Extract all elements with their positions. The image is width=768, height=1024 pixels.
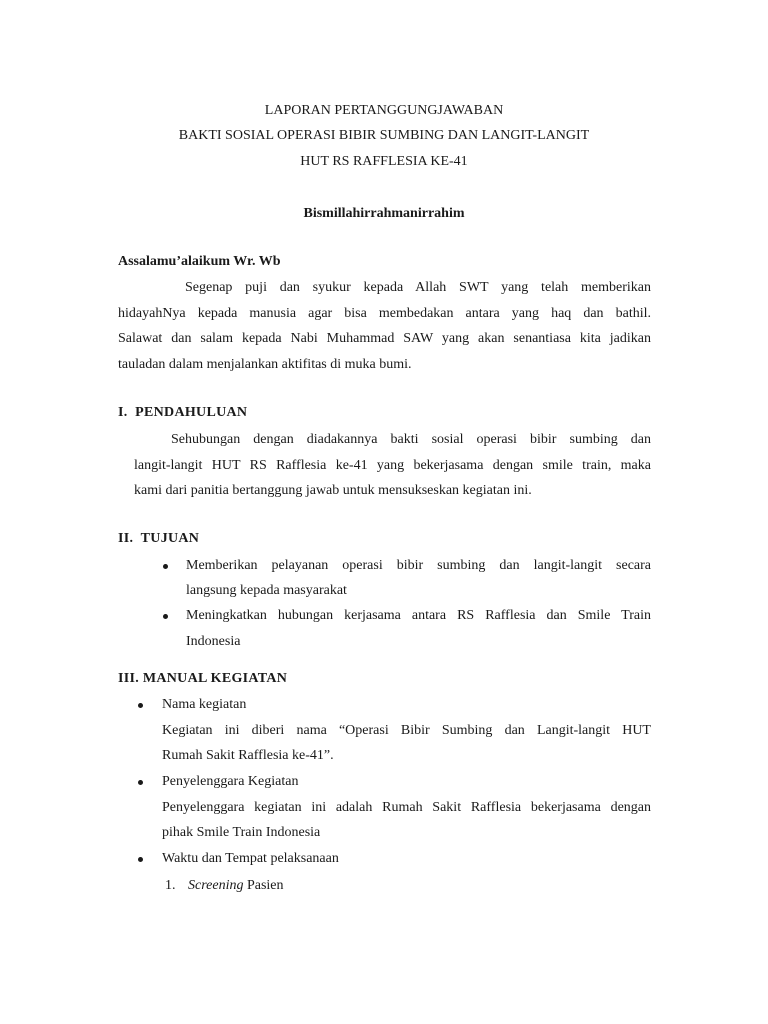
bullet-icon xyxy=(163,564,168,569)
goal-1-line-2: langsung kepada masyarakat xyxy=(186,583,347,598)
sub-item-1-text xyxy=(188,877,284,895)
bullet-icon xyxy=(163,614,168,619)
opening-line-1: Segenap puji dan syukur kepada Allah SWT yang telah memberikan xyxy=(185,280,651,295)
bullet-icon xyxy=(138,857,143,862)
sub-item-1-italic: Screening xyxy=(188,878,244,893)
section-2-heading: II. TUJUAN xyxy=(118,531,200,546)
goal-1-line-1: Memberikan pelayanan operasi bibir sumbing dan langit-langit secara xyxy=(186,558,651,573)
opening-line-3: Salawat dan salam kepada Nabi Muhammad SAW yang akan senantiasa kita jadikan xyxy=(118,331,651,346)
opening-line-4: tauladan dalam menjalankan aktifitas di muka bumi. xyxy=(118,357,412,372)
goal-2-line-1: Meningkatkan hubungan kerjasama antara RS Rafflesia dan Smile Train xyxy=(186,608,651,623)
item-2-line-2: pihak Smile Train Indonesia xyxy=(162,825,321,840)
title-line-1: LAPORAN PERTANGGUNGJAWABAN xyxy=(264,103,504,118)
opening-line-2: hidayahNya kepada manusia agar bisa membedakan antara yang haq dan bathil. xyxy=(118,306,651,321)
item-3-label: Waktu dan Tempat pelaksanaan xyxy=(162,851,339,866)
sub-item-1-rest: Pasien xyxy=(243,878,284,893)
title-line-2: BAKTI SOSIAL OPERASI BIBIR SUMBING DAN LANGIT-LANGIT xyxy=(178,128,590,143)
bullet-icon xyxy=(138,780,143,785)
item-1-line-1: Kegiatan ini diberi nama “Operasi Bibir Sumbing dan Langit-langit HUT xyxy=(162,723,651,738)
section-1-line-3: kami dari panitia bertanggung jawab untuk mensukseskan kegiatan ini. xyxy=(134,483,532,498)
greeting: Assalamu’alaikum Wr. Wb xyxy=(118,254,281,269)
section-3-heading: III. MANUAL KEGIATAN xyxy=(118,671,288,686)
item-2-line-1: Penyelenggara kegiatan ini adalah Rumah Sakit Rafflesia bekerjasama dengan xyxy=(162,800,651,815)
item-1-label: Nama kegiatan xyxy=(162,697,247,712)
section-1-heading: I. PENDAHULUAN xyxy=(118,405,248,420)
item-1-line-2: Rumah Sakit Rafflesia ke-41”. xyxy=(162,748,334,763)
goal-2-line-2: Indonesia xyxy=(186,634,241,649)
sub-item-1-number: 1. xyxy=(165,878,176,893)
item-2-label: Penyelenggara Kegiatan xyxy=(162,774,299,789)
section-1-line-1: Sehubungan dengan diadakannya bakti sosial operasi bibir sumbing dan xyxy=(171,432,651,447)
section-1-line-2: langit-langit HUT RS Rafflesia ke-41 yang bekerjasama dengan smile train, maka xyxy=(134,458,651,473)
title-line-3: HUT RS RAFFLESIA KE-41 xyxy=(300,154,468,169)
bismillah: Bismillahirrahmanirrahim xyxy=(303,206,465,221)
bullet-icon xyxy=(138,703,143,708)
